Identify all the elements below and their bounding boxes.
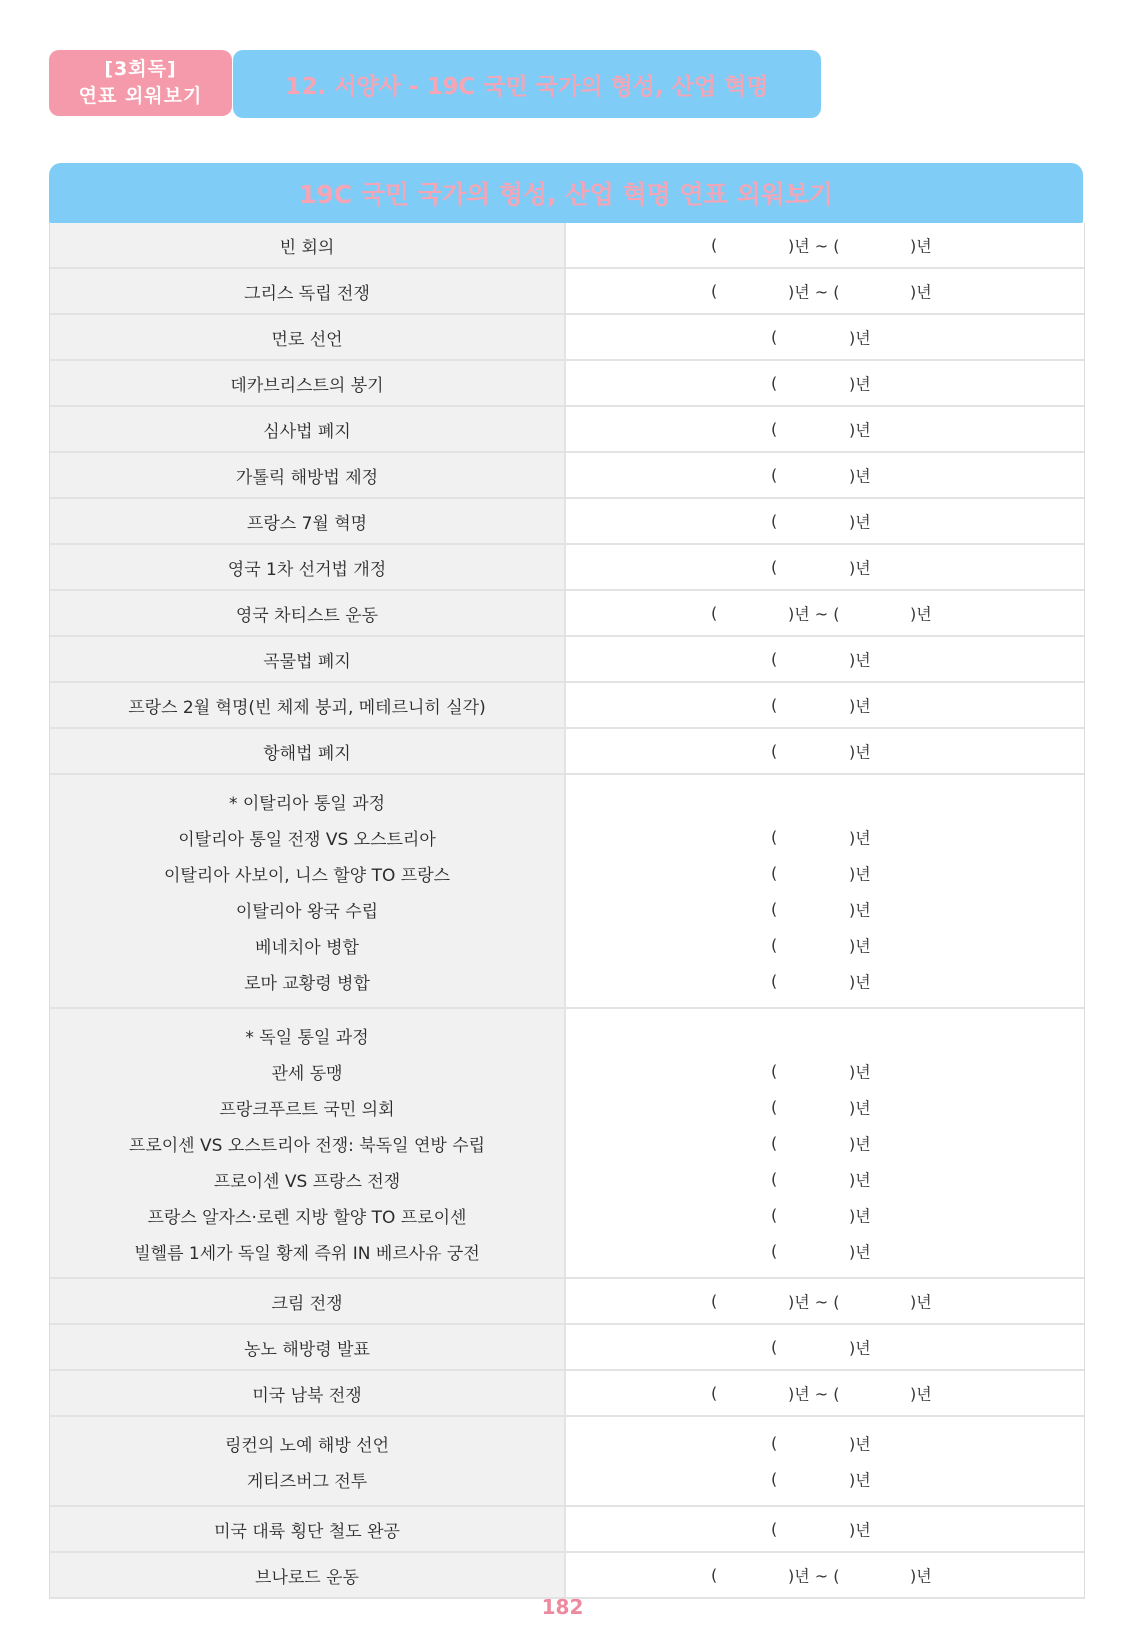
year-suffix: )년 (849, 1170, 871, 1190)
year-cell (566, 545, 1084, 589)
year-suffix: )년 (910, 1566, 932, 1586)
open-paren: ( (711, 235, 718, 255)
event-cell (50, 361, 566, 405)
year-slot (566, 1017, 1084, 1053)
page-number: 182 (541, 1595, 584, 1619)
timeline-row (50, 1325, 1084, 1371)
open-paren: ( (711, 1565, 718, 1585)
event-label: 프로이센 VS 오스트리아 전쟁: 북독일 연방 수립 (128, 1135, 486, 1156)
year-cell (566, 453, 1084, 497)
event-label: 관세 동맹 (271, 1063, 343, 1084)
year-suffix: )년 (849, 1434, 871, 1454)
year-slot[interactable] (566, 729, 1084, 773)
event-label: 링컨의 노예 해방 선언 (224, 1435, 389, 1456)
event-label: 가톨릭 해방법 제정 (235, 467, 379, 488)
year-slot[interactable] (566, 683, 1084, 727)
year-cell (566, 407, 1084, 451)
year-slot[interactable] (566, 315, 1084, 359)
year-cell (566, 729, 1084, 773)
event-cell (50, 499, 566, 543)
year-cell (566, 683, 1084, 727)
year-suffix: )년 (910, 282, 932, 302)
year-slot[interactable] (566, 1279, 1084, 1323)
year-cell (566, 1417, 1084, 1505)
timeline-row (50, 683, 1084, 729)
event-label: 이탈리아 왕국 수립 (235, 901, 379, 922)
year-suffix: )년 (910, 1384, 932, 1404)
event-cell (50, 269, 566, 313)
year-suffix: )년 (849, 466, 871, 486)
review-tag-line2: 연표 외워보기 (78, 85, 203, 107)
open-paren: ( (771, 935, 778, 955)
timeline-row (50, 269, 1084, 315)
year-slot[interactable] (566, 1233, 1084, 1269)
open-paren: ( (771, 1205, 778, 1225)
year-slot[interactable] (566, 1507, 1084, 1551)
event-cell (50, 1553, 566, 1597)
range-separator: )년 ~ ( (788, 1292, 840, 1312)
year-cell (566, 1009, 1084, 1277)
year-suffix: )년 (910, 604, 932, 624)
event-cell (50, 591, 566, 635)
event-cell (50, 1417, 566, 1505)
year-slot[interactable] (566, 963, 1084, 999)
event-cell (50, 453, 566, 497)
range-separator: )년 ~ ( (788, 1566, 840, 1586)
timeline-row (50, 591, 1084, 637)
year-cell (566, 637, 1084, 681)
open-paren: ( (771, 327, 778, 347)
year-slot (566, 783, 1084, 819)
year-slot[interactable] (566, 1197, 1084, 1233)
year-suffix: )년 (849, 1206, 871, 1226)
year-cell (566, 269, 1084, 313)
event-label: 영국 차티스트 운동 (235, 605, 379, 626)
year-slot[interactable] (566, 855, 1084, 891)
year-slot[interactable] (566, 499, 1084, 543)
event-cell (50, 545, 566, 589)
event-label: 곡물법 폐지 (263, 651, 351, 672)
open-paren: ( (771, 1241, 778, 1261)
open-paren: ( (771, 1097, 778, 1117)
event-cell (50, 1371, 566, 1415)
timeline-row (50, 1279, 1084, 1325)
year-slot[interactable] (566, 891, 1084, 927)
event-label: 브나로드 운동 (255, 1567, 359, 1588)
year-cell (566, 1553, 1084, 1597)
timeline-row (50, 1507, 1084, 1553)
open-paren: ( (771, 419, 778, 439)
year-cell (566, 591, 1084, 635)
year-slot[interactable] (566, 1553, 1084, 1597)
event-label: 로마 교황령 병합 (244, 973, 370, 994)
timeline-row (50, 499, 1084, 545)
open-paren: ( (771, 557, 778, 577)
year-slot[interactable] (566, 1461, 1084, 1497)
event-label: 미국 대륙 횡단 철도 완공 (214, 1521, 400, 1542)
timeline-row (50, 545, 1084, 591)
open-paren: ( (771, 971, 778, 991)
year-cell (566, 775, 1084, 1007)
open-paren: ( (771, 1061, 778, 1081)
open-paren: ( (771, 1519, 778, 1539)
year-slot[interactable] (566, 407, 1084, 451)
timeline-row (50, 1417, 1084, 1507)
event-label: 베네치아 병합 (255, 937, 359, 958)
event-label: 크림 전쟁 (271, 1293, 343, 1314)
year-cell (566, 223, 1084, 267)
event-cell (50, 1009, 566, 1277)
open-paren: ( (771, 827, 778, 847)
open-paren: ( (711, 603, 718, 623)
event-label: 빌헬름 1세가 독일 황제 즉위 IN 베르사유 궁전 (134, 1243, 480, 1264)
timeline-row (50, 1553, 1084, 1599)
event-cell (50, 683, 566, 727)
year-cell (566, 499, 1084, 543)
group-heading: * 이탈리아 통일 과정 (228, 793, 386, 814)
event-label: 영국 1차 선거법 개정 (227, 559, 387, 580)
timeline-row (50, 775, 1084, 1009)
year-slot[interactable] (566, 1425, 1084, 1461)
year-slot[interactable] (566, 819, 1084, 855)
open-paren: ( (771, 1337, 778, 1357)
open-paren: ( (771, 863, 778, 883)
event-cell (50, 1507, 566, 1551)
open-paren: ( (771, 649, 778, 669)
year-slot[interactable] (566, 1325, 1084, 1369)
year-suffix: )년 (849, 828, 871, 848)
year-cell (566, 1279, 1084, 1323)
range-separator: )년 ~ ( (788, 236, 840, 256)
open-paren: ( (771, 1133, 778, 1153)
year-slot[interactable] (566, 1089, 1084, 1125)
timeline-row (50, 637, 1084, 683)
timeline-row (50, 453, 1084, 499)
year-slot[interactable] (566, 1371, 1084, 1415)
open-paren: ( (771, 1169, 778, 1189)
year-suffix: )년 (849, 558, 871, 578)
event-cell (50, 315, 566, 359)
open-paren: ( (771, 1433, 778, 1453)
year-suffix: )년 (849, 1470, 871, 1490)
review-tag (49, 50, 232, 116)
year-suffix: )년 (849, 696, 871, 716)
review-tag-line1: [3회독] (104, 58, 177, 80)
year-slot[interactable] (566, 453, 1084, 497)
range-separator: )년 ~ ( (788, 282, 840, 302)
chapter-title: 12. 서양사 - 19C 국민 국가의 형성, 산업 혁명 (233, 50, 821, 118)
year-slot[interactable] (566, 1053, 1084, 1089)
year-suffix: )년 (849, 900, 871, 920)
year-slot[interactable] (566, 1125, 1084, 1161)
year-suffix: )년 (849, 742, 871, 762)
event-label: 게티즈버그 전투 (246, 1471, 368, 1492)
year-suffix: )년 (849, 1062, 871, 1082)
open-paren: ( (711, 1383, 718, 1403)
timeline-row (50, 361, 1084, 407)
year-suffix: )년 (910, 236, 932, 256)
timeline-row (50, 1009, 1084, 1279)
year-suffix: )년 (849, 1242, 871, 1262)
event-label: 항해법 폐지 (263, 743, 351, 764)
year-suffix: )년 (849, 1098, 871, 1118)
year-cell (566, 315, 1084, 359)
year-slot[interactable] (566, 1161, 1084, 1197)
event-label: 농노 해방령 발표 (244, 1339, 370, 1360)
year-suffix: )년 (849, 936, 871, 956)
timeline-row (50, 407, 1084, 453)
timeline-banner: 19C 국민 국가의 형성, 산업 혁명 연표 외워보기 (49, 163, 1083, 223)
year-slot[interactable] (566, 223, 1084, 267)
year-slot[interactable] (566, 637, 1084, 681)
timeline-row (50, 729, 1084, 775)
event-cell (50, 729, 566, 773)
year-suffix: )년 (849, 1520, 871, 1540)
open-paren: ( (771, 465, 778, 485)
event-label: 미국 남북 전쟁 (252, 1385, 362, 1406)
open-paren: ( (711, 1291, 718, 1311)
event-cell (50, 1279, 566, 1323)
event-label: 빈 회의 (279, 237, 335, 258)
open-paren: ( (711, 281, 718, 301)
year-cell (566, 1371, 1084, 1415)
event-label: 프로이센 VS 프랑스 전쟁 (213, 1171, 401, 1192)
year-suffix: )년 (849, 1134, 871, 1154)
open-paren: ( (771, 373, 778, 393)
year-suffix: )년 (849, 650, 871, 670)
year-suffix: )년 (849, 972, 871, 992)
timeline-table (49, 223, 1085, 1599)
event-label: 이탈리아 통일 전쟁 VS 오스트리아 (178, 829, 436, 850)
open-paren: ( (771, 1469, 778, 1489)
event-label: 이탈리아 사보이, 니스 할양 TO 프랑스 (163, 865, 451, 886)
year-suffix: )년 (849, 328, 871, 348)
range-separator: )년 ~ ( (788, 604, 840, 624)
event-cell (50, 223, 566, 267)
event-label: 프랑스 알자스·로렌 지방 할양 TO 프로이센 (147, 1207, 467, 1228)
year-suffix: )년 (849, 864, 871, 884)
event-label: 프랑스 7월 혁명 (246, 513, 368, 534)
open-paren: ( (771, 899, 778, 919)
event-label: 데카브리스트의 봉기 (230, 375, 384, 396)
event-cell (50, 637, 566, 681)
timeline-row (50, 223, 1084, 269)
year-slot[interactable] (566, 545, 1084, 589)
event-cell (50, 1325, 566, 1369)
open-paren: ( (771, 695, 778, 715)
event-label: 먼로 선언 (271, 329, 343, 350)
open-paren: ( (771, 511, 778, 531)
timeline-row (50, 1371, 1084, 1417)
event-label: 심사법 폐지 (263, 421, 351, 442)
group-heading: * 독일 통일 과정 (245, 1027, 369, 1048)
year-cell (566, 1325, 1084, 1369)
event-label: 프랑크푸르트 국민 의회 (219, 1099, 395, 1120)
range-separator: )년 ~ ( (788, 1384, 840, 1404)
year-suffix: )년 (849, 374, 871, 394)
year-cell (566, 1507, 1084, 1551)
year-suffix: )년 (849, 512, 871, 532)
year-slot[interactable] (566, 591, 1084, 635)
open-paren: ( (771, 741, 778, 761)
year-suffix: )년 (910, 1292, 932, 1312)
timeline-row (50, 315, 1084, 361)
year-slot[interactable] (566, 361, 1084, 405)
year-suffix: )년 (849, 420, 871, 440)
event-label: 그리스 독립 전쟁 (244, 283, 370, 304)
event-cell (50, 775, 566, 1007)
year-cell (566, 361, 1084, 405)
year-suffix: )년 (849, 1338, 871, 1358)
event-cell (50, 407, 566, 451)
event-label: 프랑스 2월 혁명(빈 체제 붕괴, 메테르니히 실각) (128, 697, 486, 718)
year-slot[interactable] (566, 927, 1084, 963)
year-slot[interactable] (566, 269, 1084, 313)
